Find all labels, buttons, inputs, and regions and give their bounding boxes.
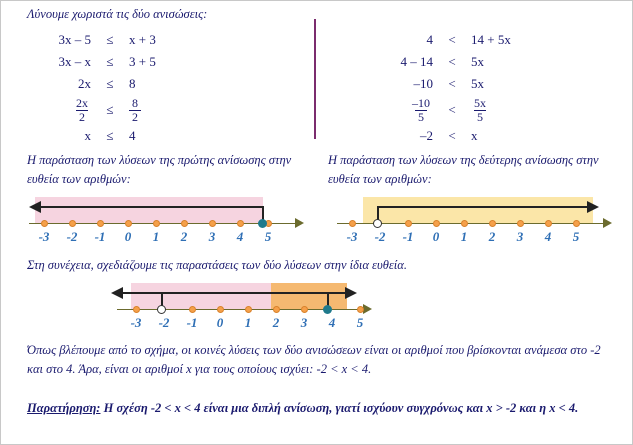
tick-dot xyxy=(461,220,468,227)
equation-rhs: 3 + 5 xyxy=(129,54,156,69)
middle-text: Στη συνέχεια, σχεδιάζουμε τις παραστάσεις των δύο λύσεων στην ίδια ευθεία. xyxy=(27,258,407,272)
solution-left-arrow-icon xyxy=(111,287,123,299)
equation-lhs: –2 xyxy=(420,128,433,143)
equation-relation: < xyxy=(448,32,456,47)
closed-endpoint-marker xyxy=(323,305,332,314)
axis-label: -2 xyxy=(66,229,78,244)
observation-note xyxy=(27,399,607,418)
fraction-denominator: 5 xyxy=(415,110,427,124)
axis-label: 1 xyxy=(460,229,468,244)
tick-dot xyxy=(349,220,356,227)
equation-lhs: x xyxy=(84,128,91,143)
fraction-denominator: 2 xyxy=(76,110,88,124)
tick-dot xyxy=(357,306,364,313)
equation-relation: ≤ xyxy=(106,128,114,143)
tick-dot xyxy=(433,220,440,227)
axis-label: 4 xyxy=(544,229,552,244)
tick-dot xyxy=(97,220,104,227)
left-caption: Η παράσταση των λύσεων της πρώτης ανίσωσης στην ευθεία των αριθμών: xyxy=(27,153,292,186)
tick-dot xyxy=(273,306,280,313)
axis-label: -3 xyxy=(346,229,358,244)
equation-lhs: 2x xyxy=(78,76,91,91)
equation-rhs: 4 xyxy=(129,128,136,143)
equation-row xyxy=(29,125,191,147)
solution-right-arrow-icon xyxy=(345,287,357,299)
common-region-top xyxy=(161,292,329,294)
equation-row xyxy=(29,51,191,73)
intro-text: Λύνουμε χωριστά τις δύο ανισώσεις: xyxy=(27,7,208,21)
combined-number-line xyxy=(131,283,431,335)
equation-row xyxy=(371,29,533,51)
axis-label: 5 xyxy=(264,229,272,244)
tick-dot xyxy=(405,220,412,227)
tick-dot xyxy=(545,220,552,227)
tick-dot xyxy=(217,306,224,313)
tick-dot xyxy=(153,220,160,227)
tick-dot xyxy=(181,220,188,227)
equation-row-fraction xyxy=(29,95,191,125)
solution-ray xyxy=(377,206,589,208)
equation-relation: ≤ xyxy=(106,76,114,91)
equation-rhs: 5x xyxy=(471,54,484,69)
equation-relation: ≤ xyxy=(106,32,114,47)
axis-right-arrow-icon xyxy=(603,218,612,228)
axis-label: 3 xyxy=(300,315,308,330)
observation-body: Η σχέση -2 < x < 4 είναι μια διπλή ανίσωση, γιατί ισχύουν συγχρόνως και x > -2 και η x < 4. xyxy=(100,401,579,415)
fraction-denominator: 5 xyxy=(474,110,486,124)
axis-label: 0 xyxy=(432,229,440,244)
equation-rhs: 5x xyxy=(471,76,484,91)
axis-right-arrow-icon xyxy=(295,218,304,228)
fraction-numerator: –10 xyxy=(412,95,430,110)
tick-dot xyxy=(133,306,140,313)
solution-ray-left xyxy=(123,292,161,294)
right-shaded-region xyxy=(363,197,593,223)
tick-dot xyxy=(189,306,196,313)
equation-row xyxy=(29,73,191,95)
axis-label: 4 xyxy=(328,315,336,330)
equation-rhs-fraction xyxy=(463,97,533,123)
equation-lhs-fraction xyxy=(29,97,99,123)
fraction-numerator: 5x xyxy=(474,95,486,110)
axis-label: -1 xyxy=(186,315,198,330)
axis-label: 5 xyxy=(356,315,364,330)
equation-row xyxy=(371,125,533,147)
axis-labels xyxy=(115,315,415,335)
equation-relation: < xyxy=(448,54,456,69)
equation-lhs: –10 xyxy=(413,76,433,91)
equation-relation: < xyxy=(448,128,456,143)
combined-shaded-right xyxy=(271,283,347,309)
equation-rhs: x + 3 xyxy=(129,32,156,47)
solution-ray-right xyxy=(327,292,347,294)
axis-label: 3 xyxy=(208,229,216,244)
tick-dot xyxy=(41,220,48,227)
equation-relation: ≤ xyxy=(106,102,114,117)
equation-rhs-fraction xyxy=(121,97,191,123)
equation-lhs: 3x – x xyxy=(58,54,91,69)
axis-label: -2 xyxy=(158,315,170,330)
axis-label: 0 xyxy=(124,229,132,244)
equation-lhs: 3x – 5 xyxy=(58,32,91,47)
axis-label: 1 xyxy=(152,229,160,244)
axis-label: 3 xyxy=(516,229,524,244)
axis-label: 1 xyxy=(244,315,252,330)
left-shaded-region xyxy=(35,197,263,223)
axis-labels xyxy=(331,229,621,249)
tick-dot xyxy=(301,306,308,313)
vertical-divider xyxy=(314,19,316,139)
axis-label: 2 xyxy=(180,229,188,244)
equation-row xyxy=(371,73,533,95)
open-endpoint-marker xyxy=(373,219,382,228)
open-endpoint-marker xyxy=(157,305,166,314)
tick-dot xyxy=(209,220,216,227)
tick-dot xyxy=(517,220,524,227)
axis-label: 2 xyxy=(272,315,280,330)
equation-relation: < xyxy=(448,102,456,117)
axis-label: 5 xyxy=(572,229,580,244)
axis-label: -1 xyxy=(94,229,106,244)
equation-row-fraction xyxy=(371,95,533,125)
equation-rhs: x xyxy=(471,128,478,143)
solution-right-arrow-icon xyxy=(587,201,599,213)
equation-lhs: 4 xyxy=(426,32,433,47)
tick-dot xyxy=(245,306,252,313)
solution-left-arrow-icon xyxy=(29,201,41,213)
combined-shaded-left xyxy=(131,283,271,309)
equation-relation: ≤ xyxy=(106,54,114,69)
fraction-numerator: 8 xyxy=(132,95,138,110)
axis-label: -3 xyxy=(130,315,142,330)
right-equation-block xyxy=(371,29,533,147)
axis-right-arrow-icon xyxy=(363,304,372,314)
tick-dot xyxy=(237,220,244,227)
axis-label: 0 xyxy=(216,315,224,330)
fraction-numerator: 2x xyxy=(76,95,88,110)
equation-row xyxy=(29,29,191,51)
closed-endpoint-marker xyxy=(258,219,267,228)
left-equation-block xyxy=(29,29,191,147)
axis-label: 2 xyxy=(488,229,496,244)
solution-ray xyxy=(41,206,263,208)
tick-dot xyxy=(573,220,580,227)
equation-lhs: 4 – 14 xyxy=(400,54,433,69)
equation-rhs: 8 xyxy=(129,76,136,91)
tick-dot xyxy=(125,220,132,227)
tick-dot xyxy=(69,220,76,227)
equation-relation: < xyxy=(448,76,456,91)
left-number-line xyxy=(23,197,308,249)
observation-label: Παρατήρηση: xyxy=(27,401,101,415)
equation-row xyxy=(371,51,533,73)
axis-label: -3 xyxy=(38,229,50,244)
right-caption: Η παράσταση των λύσεων της δεύτερης ανίσωσης στην ευθεία των αριθμών: xyxy=(328,153,599,186)
bottom-text: Όπως βλέπουμε από το σχήμα, οι κοινές λύσεις των δύο ανισώσεων είναι οι αριθμοί που βρίσκονται ανάμεσα στο -2 και στο 4. Άρα, είναι οι αριθμοί x για τους οποίους ισχύει: -2 < x < 4. xyxy=(27,343,601,377)
axis-label: -2 xyxy=(374,229,386,244)
tick-dot xyxy=(489,220,496,227)
axis-label: -1 xyxy=(402,229,414,244)
axis-labels xyxy=(23,229,308,249)
right-number-line xyxy=(331,197,621,249)
equation-lhs-fraction xyxy=(371,97,441,123)
fraction-denominator: 2 xyxy=(129,110,141,124)
equation-rhs: 14 + 5x xyxy=(471,32,511,47)
axis-label: 4 xyxy=(236,229,244,244)
